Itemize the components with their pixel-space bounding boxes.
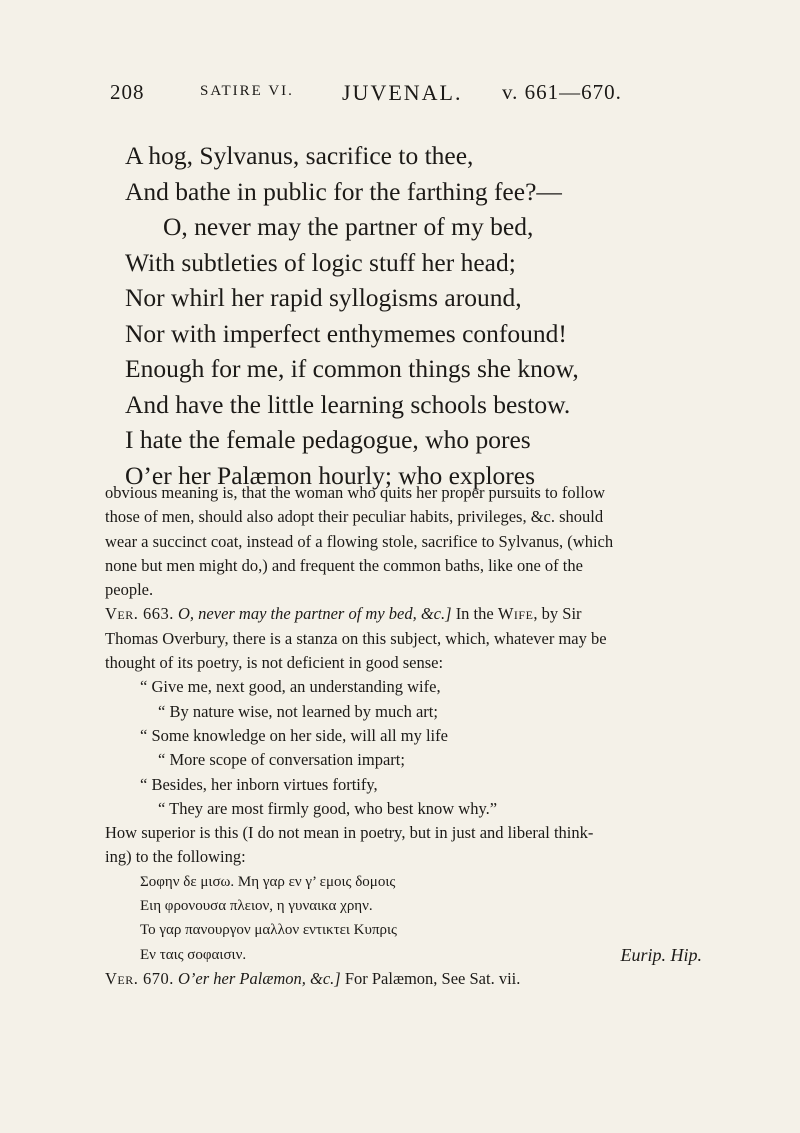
poem-line: Enough for me, if common things she know, (125, 354, 579, 383)
note-line: Thomas Overbury, there is a stanza on this subject, which, whatever may be (105, 628, 607, 648)
poem-translation (125, 138, 725, 493)
stanza-line: “ More scope of conversation impart; (158, 750, 405, 770)
poem-line: O’er her Palæmon hourly; who explores (125, 460, 536, 490)
greek-quote-line: Ειη φρονουσα πλειον, η γυναικα χρην. (140, 898, 373, 915)
poem-line: I hate the female pedagogue, who pores (125, 425, 531, 454)
verse-range: v. 661—670. (502, 80, 622, 104)
greek-quote-line: Σοφην δε μισω. Μη γαρ εν γ’ εμοις δομοις (140, 873, 396, 890)
note-line: people. (105, 580, 154, 600)
verse-label: Ver. 663. (105, 604, 174, 624)
satire-label: SATIRE VI. (200, 83, 294, 99)
greek-quote-line: Εν ταις σοφαισιν. Eurip. Hip. (105, 943, 710, 967)
note-ver-670: Ver. 670. O’er her Palæmon, &c.] For Palæmon, See Sat. vii. (105, 968, 521, 988)
note-line: ing) to the following: (105, 847, 246, 867)
lemma: O, never may the partner of my bed, &c.] (178, 604, 452, 624)
footnotes (105, 481, 710, 991)
poem-line: With subtleties of logic stuff her head; (125, 247, 516, 277)
stanza-line: “ By nature wise, not learned by much art; (158, 701, 438, 721)
poem-line: O, never may the partner of my bed, (163, 212, 534, 241)
note-line: wear a succinct coat, instead of a flowing stole, sacrifice to Sylvanus, (which (105, 531, 614, 551)
note-line: thought of its poetry, is not deficient in good sense: (105, 653, 444, 673)
stanza-line: “ They are most firmly good, who best know why.” (158, 798, 498, 818)
note-line: How superior is this (I do not mean in poetry, but in just and liberal think- (105, 823, 594, 843)
page-number: 208 (110, 80, 145, 104)
author-name: JUVENAL. (342, 80, 463, 105)
greek-source: Eurip. Hip. (620, 944, 702, 965)
poem-line: A hog, Sylvanus, sacrifice to thee, (125, 141, 474, 170)
poem-line: And have the little learning schools bestow. (125, 389, 571, 419)
stanza-line: “ Besides, her inborn virtues fortify, (140, 774, 378, 794)
stanza-line: “ Give me, next good, an understanding wife, (140, 677, 441, 697)
lemma: O’er her Palæmon, &c.] (178, 968, 341, 988)
note-line: obvious meaning is, that the woman who quits her proper pursuits to follow (105, 483, 605, 502)
verse-label: Ver. 670. (105, 968, 174, 988)
stanza-line: “ Some knowledge on her side, will all my life (140, 725, 448, 745)
note-ver-663: Ver. 663. O, never may the partner of my bed, &c.] In the Wife, by Sir (105, 604, 582, 624)
poem-line: Nor whirl her rapid syllogisms around, (125, 283, 522, 312)
greek-quote-line: Το γαρ πανουργον μαλλον εντικτει Κυπρις (140, 922, 397, 939)
note-line: those of men, should also adopt their peculiar habits, privileges, &c. should (105, 507, 604, 527)
poem-line: And bathe in public for the farthing fee?— (125, 176, 562, 206)
poem-line: Nor with imperfect enthymemes confound! (125, 318, 567, 348)
note-line: none but men might do,) and frequent the common baths, like one of the (105, 555, 583, 575)
